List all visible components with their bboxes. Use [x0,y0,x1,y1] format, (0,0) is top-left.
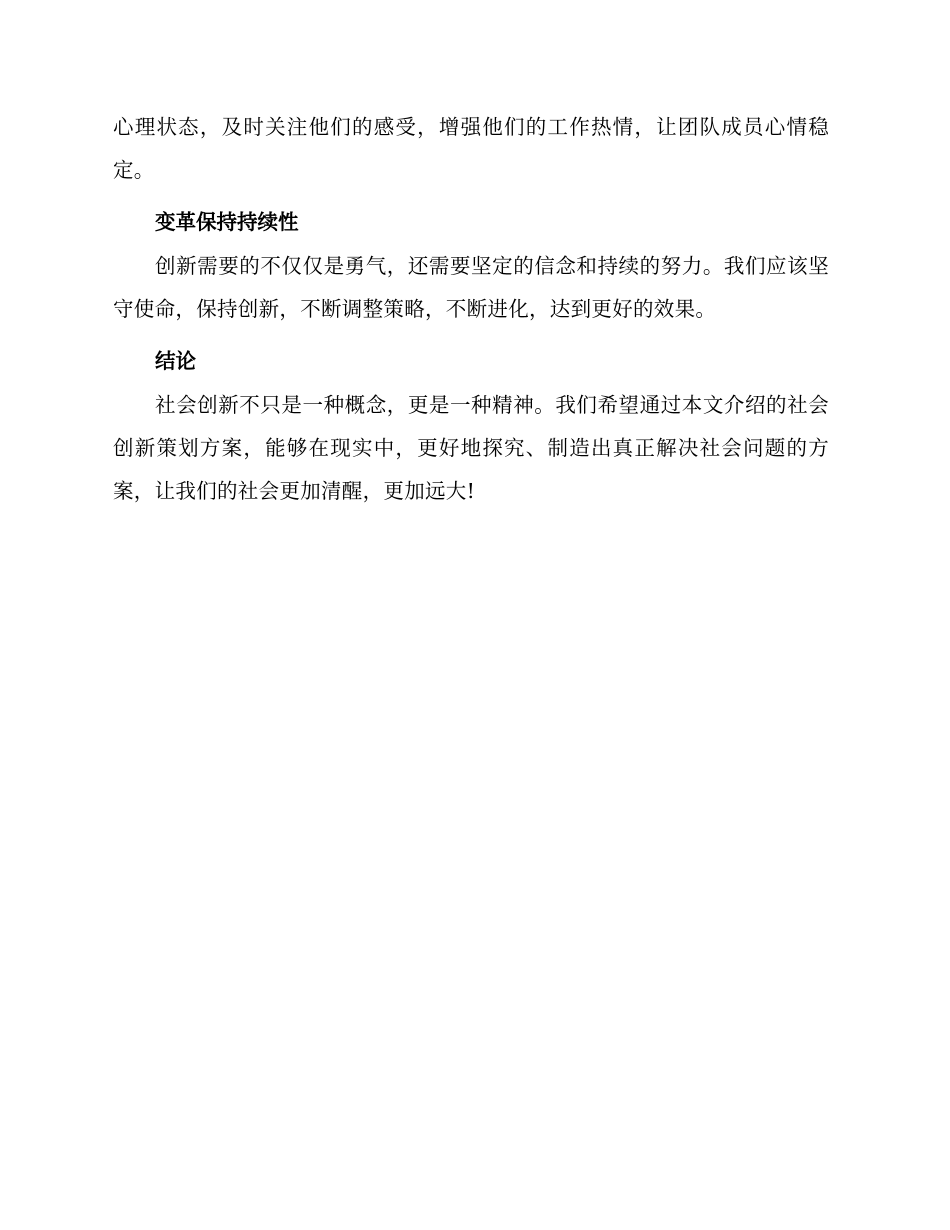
section-heading-conclusion: 结论 [155,349,196,373]
document-body [113,106,829,513]
continuation-paragraph: 心理状态，及时关注他们的感受，增强他们的工作热情，让团队成员心情稳定。 [113,115,829,182]
section-paragraph-sustainability: 创新需要的不仅仅是勇气，还需要坚定的信念和持续的努力。我们应该坚守使命，保持创新，不断调整策略，不断进化，达到更好的效果。 [113,254,829,321]
section-paragraph-conclusion: 社会创新不只是一种概念，更是一种精神。我们希望通过本文介绍的社会创新策划方案，能够在现实中，更好地探究、制造出真正解决社会问题的方案，让我们的社会更加清醒，更加远大! [113,393,829,503]
section-heading-sustainability: 变革保持持续性 [155,210,299,234]
